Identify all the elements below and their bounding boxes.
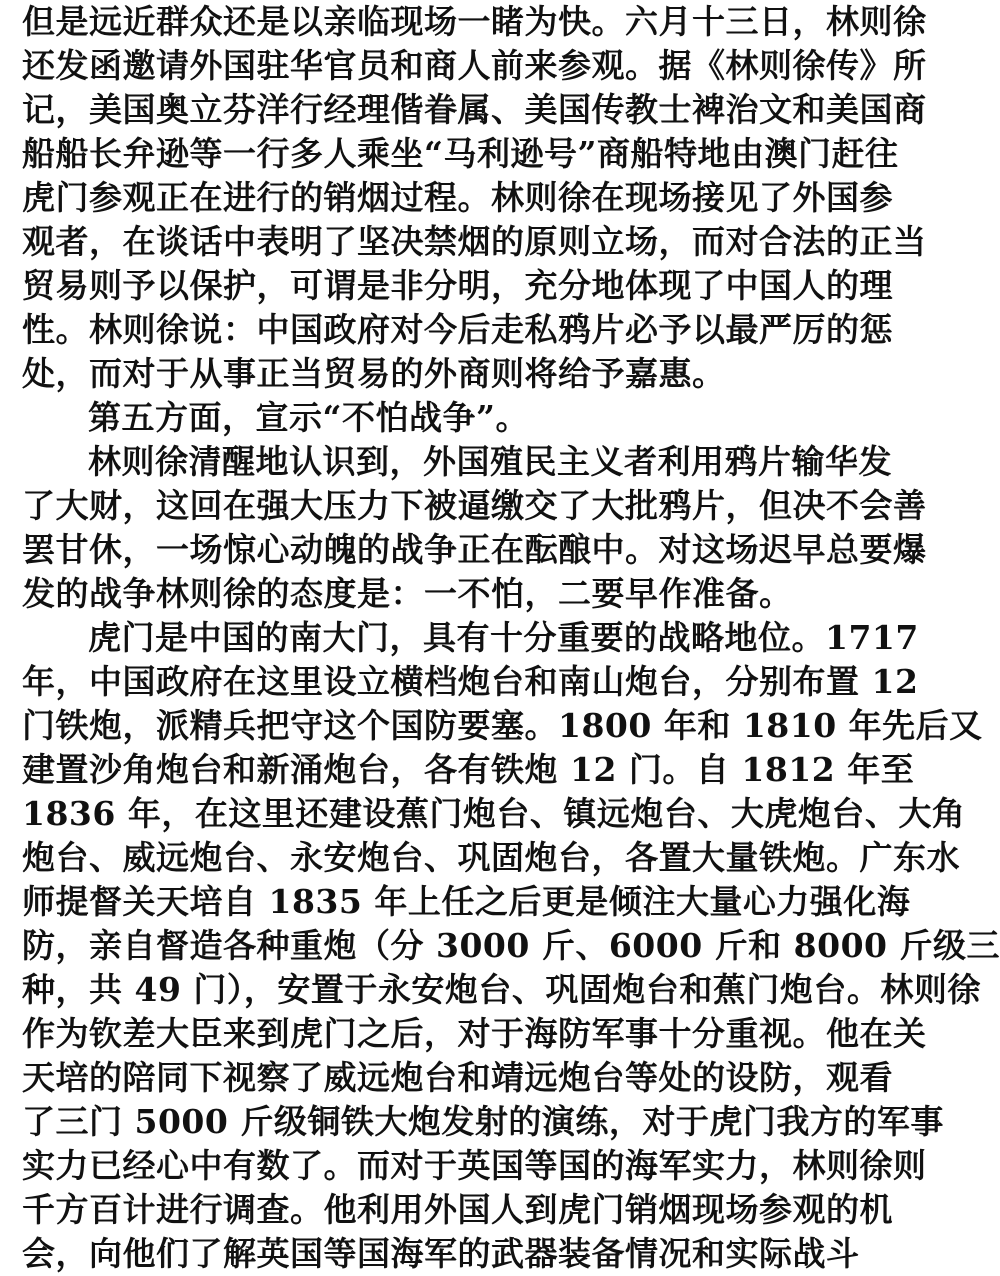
text-line: 贸易则予以保护，可谓是非分明，充分地体现了中国人的理 (22, 266, 893, 305)
text-line: 年，中国政府在这里设立横档炮台和南山炮台，分别布置 12 (22, 662, 919, 701)
text-line: 了三门 5000 斤级铜铁大炮发射的演练，对于虎门我方的军事 (22, 1102, 944, 1141)
text-line: 建置沙角炮台和新涌炮台，各有铁炮 12 门。自 1812 年至 (22, 750, 915, 789)
text-line: 林则徐清醒地认识到，外国殖民主义者利用鸦片输华发 (88, 442, 892, 481)
text-line: 会，向他们了解英国等国海军的武器装备情况和实际战斗 (22, 1234, 860, 1273)
text-line: 炮台、威远炮台、永安炮台、巩固炮台，各置大量铁炮。广东水 (22, 838, 960, 877)
text-line: 但是远近群众还是以亲临现场一睹为快。六月十三日，林则徐 (22, 2, 927, 41)
text-line: 虎门是中国的南大门，具有十分重要的战略地位。1717 (88, 618, 919, 657)
text-line: 作为钦差大臣来到虎门之后，对于海防军事十分重视。他在关 (22, 1014, 927, 1053)
text-line: 发的战争林则徐的态度是：一不怕，二要早作准备。 (22, 574, 793, 613)
text-line: 门铁炮，派精兵把守这个国防要塞。1800 年和 1810 年先后又 (22, 706, 983, 745)
text-line: 天培的陪同下视察了威远炮台和靖远炮台等处的设防，观看 (22, 1058, 893, 1097)
text-line: 虎门参观正在进行的销烟过程。林则徐在现场接见了外国参 (22, 178, 893, 217)
text-line: 观者，在谈话中表明了坚决禁烟的原则立场，而对合法的正当 (22, 222, 927, 261)
text-line: 了大财，这回在强大压力下被逼缴交了大批鸦片，但决不会善 (22, 486, 927, 525)
text-line: 船船长弁逊等一行多人乘坐“马利逊号”商船特地由澳门赶往 (22, 134, 899, 173)
text-line: 师提督关天培自 1835 年上任之后更是倾注大量心力强化海 (22, 882, 911, 921)
text-line: 千方百计进行调查。他利用外国人到虎门销烟现场参观的机 (22, 1190, 893, 1229)
text-line: 还发函邀请外国驻华官员和商人前来参观。据《林则徐传》所 (22, 46, 927, 85)
text-line: 记，美国奥立芬洋行经理偕眷属、美国传教士裨治文和美国商 (22, 90, 927, 129)
section-heading: 第五方面，宣示“不怕战争”。 (88, 398, 529, 437)
text-line: 性。林则徐说：中国政府对今后走私鸦片必予以最严厉的惩 (22, 310, 893, 349)
text-line: 处，而对于从事正当贸易的外商则将给予嘉惠。 (22, 354, 726, 393)
text-line: 实力已经心中有数了。而对于英国等国的海军实力，林则徐则 (22, 1146, 927, 1185)
text-line: 1836 年，在这里还建设蕉门炮台、镇远炮台、大虎炮台、大角 (22, 794, 966, 833)
text-line: 罢甘休，一场惊心动魄的战争正在酝酿中。对这场迟早总要爆 (22, 530, 927, 569)
text-line: 防，亲自督造各种重炮（分 3000 斤、6000 斤和 8000 斤级三 (22, 926, 1000, 965)
text-line: 种，共 49 门），安置于永安炮台、巩固炮台和蕉门炮台。林则徐 (22, 970, 981, 1009)
